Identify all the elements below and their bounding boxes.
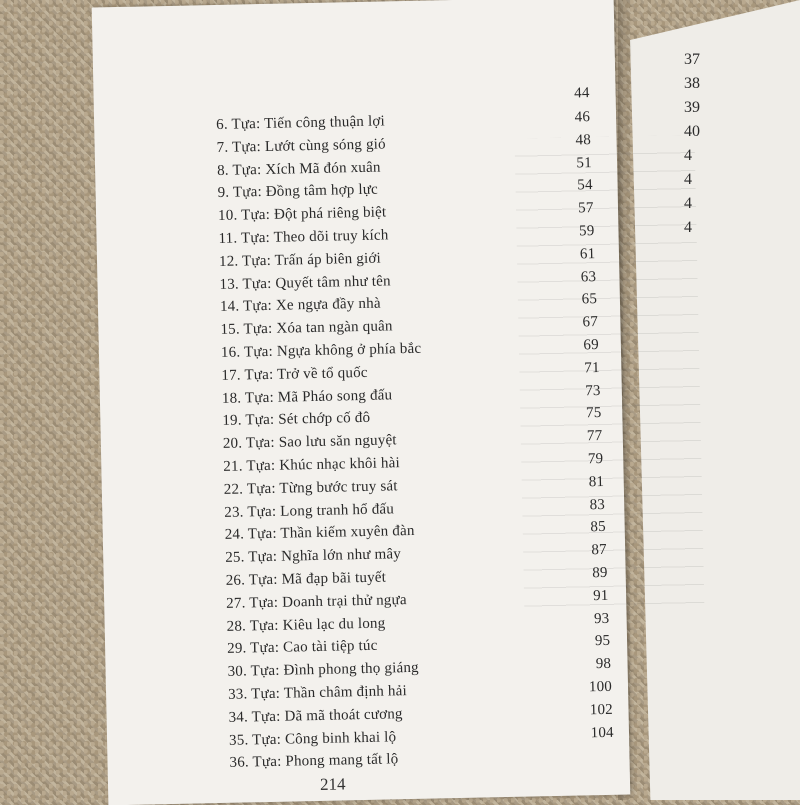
toc-entry-title bbox=[229, 752, 398, 773]
facing-page-numbers bbox=[684, 48, 700, 240]
toc-entry-title bbox=[228, 683, 407, 704]
toc-page-number: 63 bbox=[580, 268, 597, 285]
toc-entry-title bbox=[229, 729, 397, 749]
toc-page-number: 91 bbox=[592, 587, 609, 604]
toc-page-number: 85 bbox=[590, 519, 607, 536]
toc-entry-text: Đột phá riêng biệt bbox=[273, 204, 387, 223]
toc-entry-prefix: Tựa: bbox=[246, 480, 276, 498]
toc-page-number: 54 bbox=[577, 177, 593, 194]
facing-page-number: 39 bbox=[684, 99, 700, 116]
toc-entry-title bbox=[216, 136, 385, 157]
toc-entry-number: 29. bbox=[227, 640, 247, 658]
toc-entry-number: 22. bbox=[223, 481, 244, 498]
toc-entry-number: 27. bbox=[226, 595, 246, 612]
toc-page-number: 75 bbox=[585, 405, 602, 422]
toc-entry-prefix: Tựa: bbox=[248, 571, 278, 589]
toc-page-number: 87 bbox=[591, 542, 607, 559]
toc-entry-text: Lướt cùng sóng gió bbox=[264, 136, 386, 155]
toc-page-number: 79 bbox=[587, 450, 604, 468]
toc-page-number: 69 bbox=[583, 337, 600, 354]
toc-page-number: 95 bbox=[594, 633, 611, 650]
facing-page-number: 4 bbox=[684, 147, 692, 164]
toc-entry-number: 14. bbox=[219, 298, 240, 316]
toc-entry-number: 23. bbox=[224, 504, 244, 521]
toc-entry-text: Mã đạp bãi tuyết bbox=[281, 569, 387, 588]
toc-entry-prefix: Tựa: bbox=[232, 184, 263, 202]
toc-page-number: 61 bbox=[579, 245, 596, 263]
toc-entry-prefix: Tựa: bbox=[250, 640, 280, 657]
toc-entry-title bbox=[224, 501, 394, 522]
toc-entry-number: 10. bbox=[217, 207, 238, 225]
toc-page-number: 81 bbox=[588, 473, 605, 491]
toc-entry-text: Trở về tổ quốc bbox=[276, 364, 368, 383]
facing-page-number: 4 bbox=[684, 171, 692, 188]
toc-entry-text: Đồng tâm hợp lực bbox=[265, 181, 379, 201]
table-of-contents bbox=[92, 0, 614, 772]
toc-entry-number: 28. bbox=[226, 618, 247, 635]
toc-entry-prefix: Tựa: bbox=[231, 138, 262, 156]
toc-entry-text: Theo dõi truy kích bbox=[273, 227, 389, 246]
toc-entry-prefix: Tựa: bbox=[246, 457, 276, 475]
toc-entry-text: Công binh khai lộ bbox=[284, 728, 397, 748]
toc-entry-number: 19. bbox=[222, 412, 242, 430]
toc-page-number: 89 bbox=[592, 564, 608, 582]
toc-entry-title bbox=[220, 319, 393, 340]
toc-entry-text: Xích Mã đón xuân bbox=[265, 159, 381, 178]
toc-entry-text: Trấn áp biên giới bbox=[274, 250, 382, 269]
toc-entry-prefix: Tựa: bbox=[249, 594, 279, 612]
facing-page-number: 37 bbox=[684, 51, 700, 68]
toc-entry-title bbox=[219, 250, 381, 270]
toc-entry-title bbox=[220, 296, 381, 316]
toc-entry-title bbox=[226, 592, 407, 613]
toc-entry-prefix: Tựa: bbox=[252, 754, 282, 771]
toc-entry-text: Thần châm định hải bbox=[283, 683, 408, 702]
toc-entry-text: Sét chớp cố đô bbox=[278, 410, 371, 429]
toc-entry-prefix: Tựa: bbox=[240, 207, 271, 224]
toc-entry-prefix: Tựa: bbox=[243, 343, 274, 361]
toc-entry-title bbox=[227, 638, 378, 658]
toc-entry-title bbox=[225, 546, 401, 567]
toc-entry-prefix: Tựa: bbox=[242, 275, 272, 293]
toc-page-number: 65 bbox=[581, 291, 598, 308]
toc-page-number: 57 bbox=[578, 200, 594, 217]
toc-entry-prefix: Tựa: bbox=[244, 389, 275, 407]
toc-entry-text: Long tranh hổ đấu bbox=[280, 500, 395, 520]
facing-page-number: 4 bbox=[684, 219, 692, 236]
toc-entry-number: 25. bbox=[225, 549, 245, 567]
facing-page-number: 40 bbox=[684, 123, 700, 140]
toc-entry-title bbox=[223, 455, 400, 476]
toc-page-number: 93 bbox=[593, 610, 610, 627]
toc-entry-prefix: Tựa: bbox=[250, 662, 280, 680]
toc-entry-text: Khúc nhạc khôi hài bbox=[279, 455, 401, 474]
toc-entry-text: Thần kiếm xuyên đàn bbox=[280, 523, 415, 543]
toc-entry-number: 20. bbox=[222, 435, 243, 453]
toc-page-number: 104 bbox=[590, 724, 614, 741]
toc-entry-number: 15. bbox=[220, 321, 241, 339]
toc-page-number: 98 bbox=[595, 656, 612, 673]
toc-entry-prefix: Tựa: bbox=[244, 366, 274, 384]
toc-page-number: 48 bbox=[575, 131, 592, 149]
toc-entry-prefix: Tựa: bbox=[243, 321, 273, 338]
toc-entry-text: Kiêu lạc du long bbox=[282, 615, 386, 634]
toc-page-number: 67 bbox=[582, 314, 599, 331]
toc-page-number: 44 bbox=[574, 85, 590, 102]
toc-entry-title bbox=[225, 523, 415, 544]
toc-entry-text: Từng bước truy sát bbox=[279, 478, 398, 497]
toc-entry-title bbox=[221, 365, 368, 385]
toc-entry-text: Dã mã thoát cương bbox=[284, 705, 403, 725]
toc-entry-title bbox=[216, 113, 385, 134]
toc-entry-text: Đình phong thọ giáng bbox=[283, 660, 419, 679]
toc-entry-title bbox=[218, 205, 387, 226]
toc-entry-title bbox=[221, 341, 422, 362]
toc-entry-title bbox=[224, 478, 398, 499]
toc-entry-number: 30. bbox=[227, 663, 248, 681]
toc-entry-title bbox=[217, 159, 381, 179]
toc-entry-title bbox=[223, 432, 397, 453]
page-folio: 214 bbox=[319, 774, 346, 794]
toc-entry-text: Sao lưu săn nguyệt bbox=[278, 432, 397, 451]
toc-page-number: 51 bbox=[576, 154, 593, 172]
toc-entry-number: 21. bbox=[223, 458, 243, 475]
toc-entry-prefix: Tựa: bbox=[250, 685, 281, 703]
toc-entry-prefix: Tựa: bbox=[231, 116, 261, 133]
facing-page-number: 4 bbox=[684, 195, 692, 212]
toc-entry-number: 24. bbox=[224, 526, 245, 544]
toc-entry-prefix: Tựa: bbox=[248, 548, 278, 566]
toc-entry-prefix: Tựa: bbox=[241, 252, 272, 270]
toc-entry-prefix: Tựa: bbox=[251, 708, 281, 726]
toc-entry-text: Xe ngựa đầy nhà bbox=[275, 295, 381, 315]
toc-entry-number: 35. bbox=[228, 732, 249, 749]
toc-entry-text: Nghĩa lớn như mây bbox=[281, 546, 402, 565]
toc-entry-number: 33. bbox=[227, 686, 248, 703]
facing-page bbox=[630, 0, 800, 800]
toc-entry-number: 16. bbox=[220, 344, 241, 361]
toc-entry-number: 36. bbox=[229, 754, 250, 772]
toc-entry-number: 8. bbox=[216, 162, 229, 179]
toc-entry-prefix: Tựa: bbox=[240, 229, 271, 247]
toc-page-number: 46 bbox=[574, 109, 591, 126]
toc-page-number: 71 bbox=[584, 359, 600, 377]
toc-entry-title bbox=[219, 273, 391, 294]
toc-entry-text: Mã Pháo song đấu bbox=[277, 386, 393, 406]
toc-entry-number: 9. bbox=[217, 185, 230, 202]
toc-entry-text: Ngựa không ở phía bắc bbox=[276, 340, 422, 360]
toc-page-number: 59 bbox=[578, 223, 595, 240]
toc-page-number: 102 bbox=[589, 701, 614, 719]
toc-page-number: 83 bbox=[589, 496, 606, 513]
toc-entry-title bbox=[222, 387, 393, 408]
toc-entry-number: 6. bbox=[216, 116, 229, 133]
toc-entry-prefix: Tựa: bbox=[232, 161, 262, 179]
toc-entry-text: Xóa tan ngàn quân bbox=[276, 318, 393, 337]
toc-entry-number: 13. bbox=[219, 276, 240, 293]
toc-entry-text: Quyết tâm như tên bbox=[275, 272, 391, 292]
toc-entry-title bbox=[227, 660, 418, 681]
toc-entry-title bbox=[228, 706, 402, 727]
toc-entry-title bbox=[227, 615, 386, 635]
toc-entry-prefix: Tựa: bbox=[245, 412, 275, 429]
toc-entry-prefix: Tựa: bbox=[247, 503, 277, 520]
toc-page-number: 73 bbox=[585, 382, 601, 399]
toc-entry-text: Tiến công thuận lợi bbox=[263, 113, 386, 132]
toc-entry-text: Cao tài tiệp túc bbox=[282, 638, 378, 657]
toc-entry-prefix: Tựa: bbox=[251, 731, 282, 748]
toc-entry-number: 18. bbox=[221, 390, 242, 407]
toc-entry-number: 17. bbox=[221, 367, 241, 384]
toc-entry-prefix: Tựa: bbox=[249, 617, 279, 634]
toc-entry-number: 7. bbox=[216, 139, 229, 156]
toc-entry-text: Doanh trại thử ngựa bbox=[281, 591, 407, 611]
toc-entry-title bbox=[226, 570, 387, 590]
toc-entry-prefix: Tựa: bbox=[242, 298, 273, 315]
toc-entry-prefix: Tựa: bbox=[245, 435, 275, 452]
toc-entry-number: 11. bbox=[218, 230, 238, 247]
toc-entry-number: 26. bbox=[225, 572, 246, 589]
toc-entry-prefix: Tựa: bbox=[247, 526, 277, 543]
toc-entry-text: Phong mang tất lộ bbox=[285, 751, 399, 771]
toc-entry-title bbox=[222, 410, 370, 430]
book-page bbox=[92, 0, 631, 805]
toc-page-number: 77 bbox=[586, 428, 603, 445]
facing-page-number: 38 bbox=[684, 75, 700, 92]
toc-entry-title bbox=[218, 227, 388, 248]
toc-entry-title bbox=[217, 182, 378, 202]
toc-entry-number: 34. bbox=[228, 709, 249, 726]
toc-entry-number: 12. bbox=[218, 253, 239, 270]
toc-page-number: 100 bbox=[588, 678, 613, 696]
